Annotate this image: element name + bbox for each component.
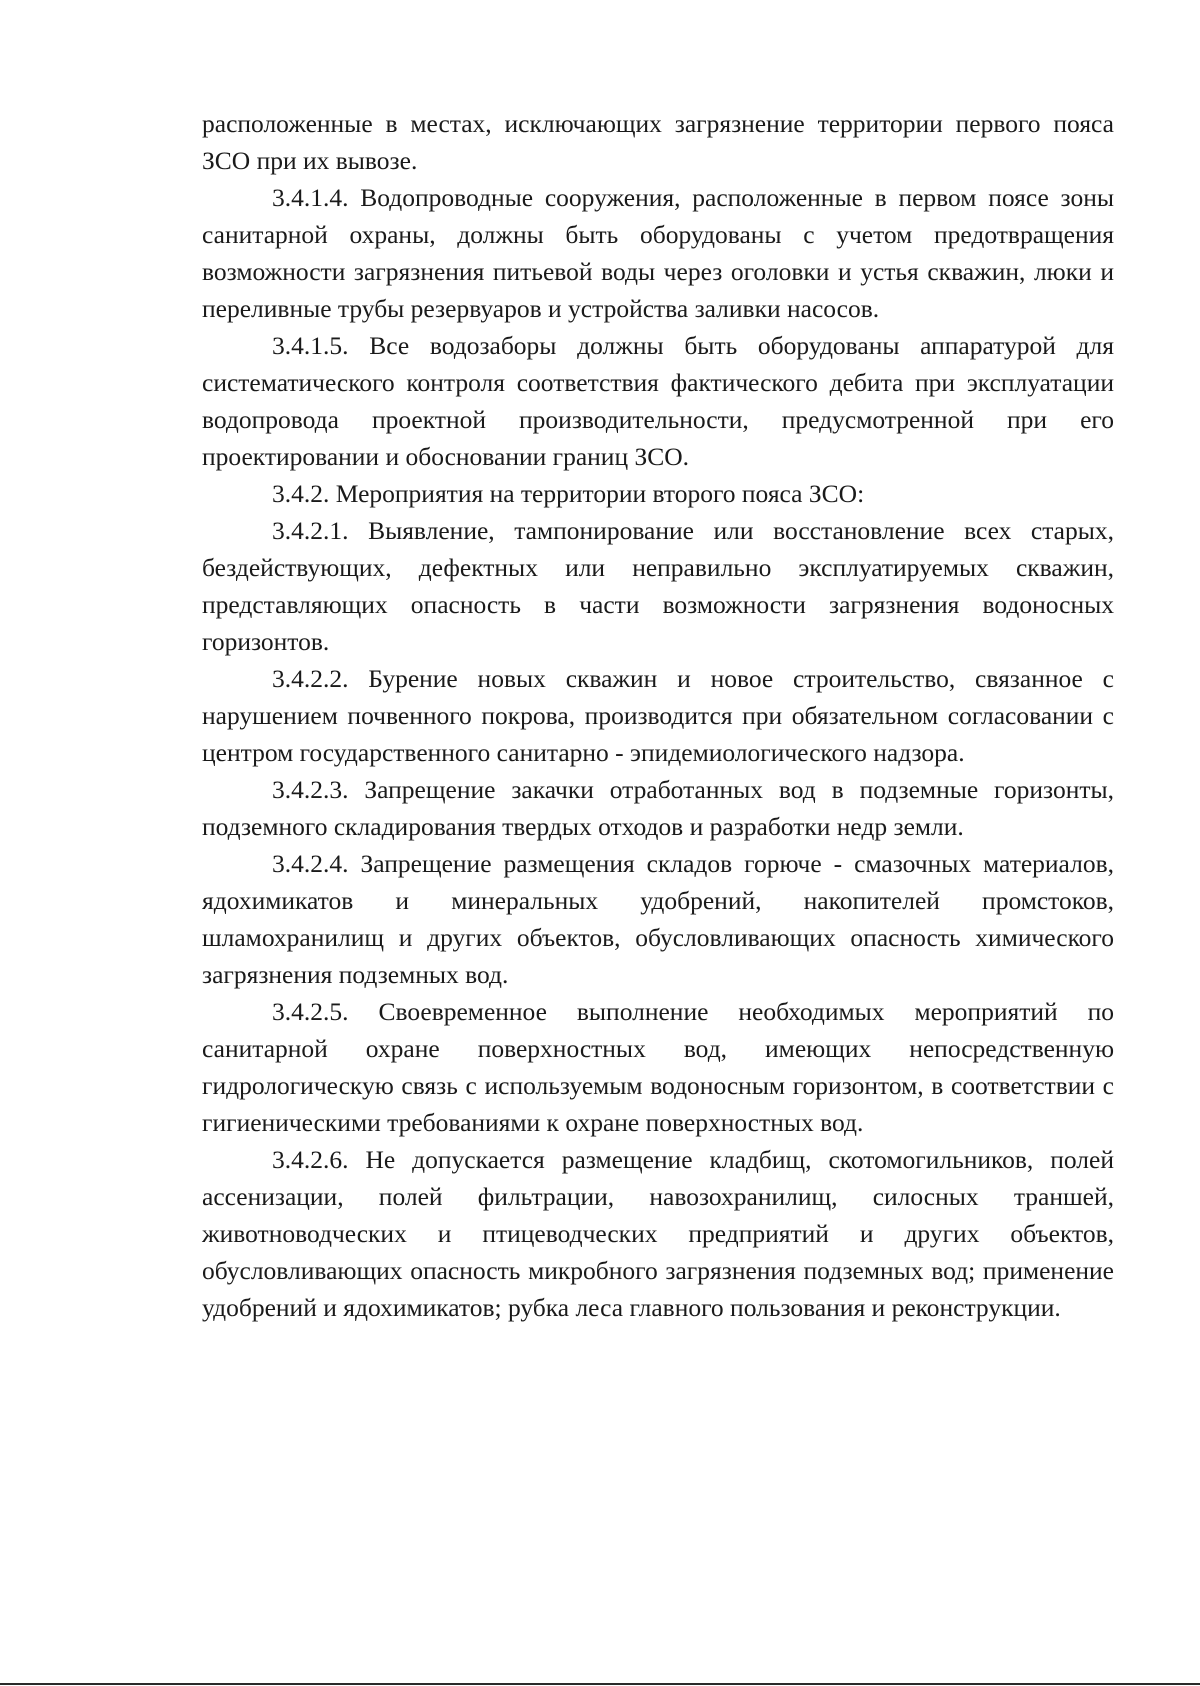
paragraph-continuation: расположенные в местах, исключающих загрязнение территории первого пояса ЗСО при их вывозе.	[202, 109, 1114, 175]
page-bottom-rule	[0, 1683, 1200, 1685]
paragraph-3-4-2: 3.4.2. Мероприятия на территории второго пояса ЗСО:	[272, 479, 865, 508]
paragraph-3-4-1-5: 3.4.1.5. Все водозаборы должны быть оборудованы аппаратурой для систематического контроля соответствия фактического дебита при эксплуатации водопровода проектной производительности, предусмотренной при его проектировании и обосновании границ ЗСО.	[202, 331, 1114, 471]
paragraph-3-4-2-2: 3.4.2.2. Бурение новых скважин и новое строительство, связанное с нарушением почвенного покрова, производится при обязательном согласовании с центром государственного санитарно - эпидемиологического надзора.	[202, 664, 1114, 767]
paragraph-3-4-2-6: 3.4.2.6. Не допускается размещение кладбищ, скотомогильников, полей ассенизации, полей фильтрации, навозохранилищ, силосных траншей, животноводческих и птицеводческих предприятий и других объектов, обусловливающих опасность микробного загрязнения подземных вод; применение удобрений и ядохимикатов; рубка леса главного пользования и реконструкции.	[202, 1145, 1114, 1322]
paragraph-3-4-2-1: 3.4.2.1. Выявление, тампонирование или восстановление всех старых, бездействующих, дефектных или неправильно эксплуатируемых скважин, представляющих опасность в части возможности загрязнения водоносных горизонтов.	[202, 516, 1114, 656]
paragraph-3-4-1-4: 3.4.1.4. Водопроводные сооружения, расположенные в первом поясе зоны санитарной охраны, должны быть оборудованы с учетом предотвращения возможности загрязнения питьевой воды через оголовки и устья скважин, люки и переливные трубы резервуаров и устройства заливки насосов.	[202, 183, 1114, 323]
document-body	[202, 105, 1114, 1326]
paragraph-3-4-2-3: 3.4.2.3. Запрещение закачки отработанных вод в подземные горизонты, подземного складирования твердых отходов и разработки недр земли.	[202, 775, 1114, 841]
paragraph-3-4-2-5: 3.4.2.5. Своевременное выполнение необходимых мероприятий по санитарной охране поверхностных вод, имеющих непосредственную гидрологическую связь с используемым водоносным горизонтом, в соответствии с гигиеническими требованиями к охране поверхностных вод.	[202, 997, 1114, 1137]
paragraph-3-4-2-4: 3.4.2.4. Запрещение размещения складов горюче - смазочных материалов, ядохимикатов и минеральных удобрений, накопителей промстоков, шламохранилищ и других объектов, обусловливающих опасность химического загрязнения подземных вод.	[202, 849, 1114, 989]
